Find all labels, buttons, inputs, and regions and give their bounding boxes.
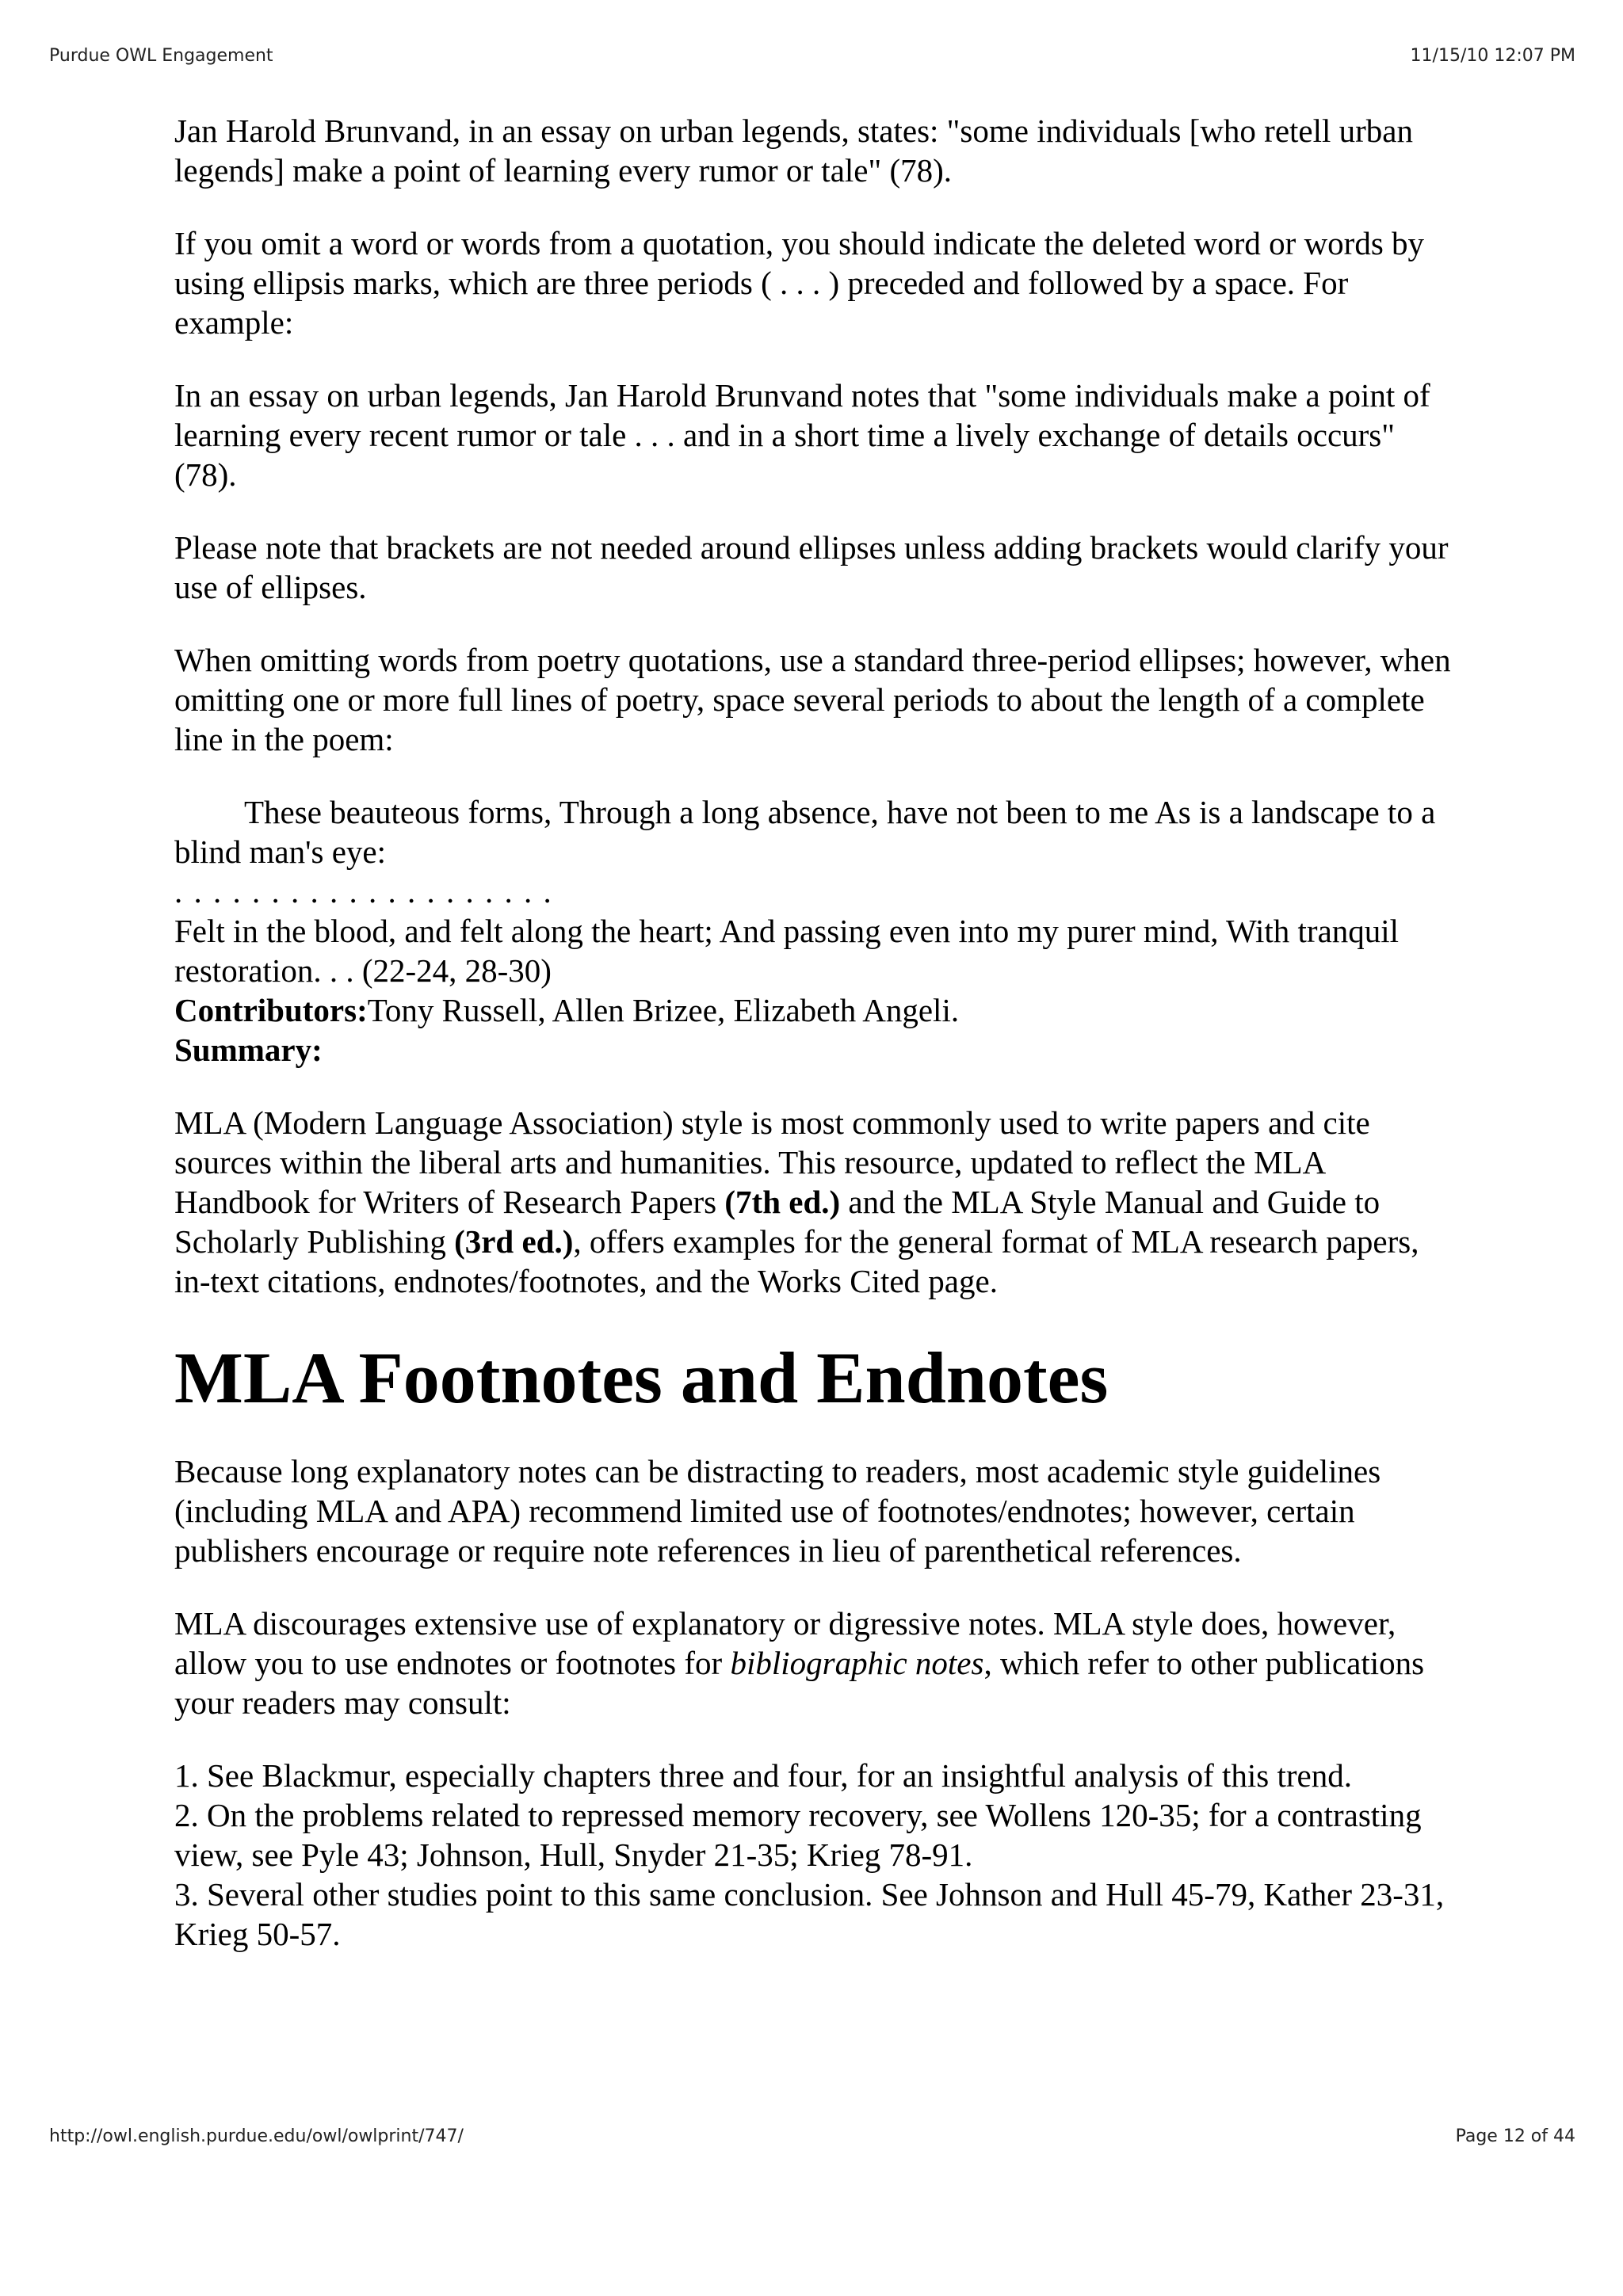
print-header-title: Purdue OWL Engagement: [49, 46, 273, 66]
contributors-label: Contributors:: [174, 992, 368, 1028]
poem-excerpt: [174, 792, 1458, 871]
example-notes-list: [174, 1756, 1458, 1954]
poem-omitted-lines: . . . . . . . . . . . . . . . . . . . .: [174, 873, 553, 910]
bibliographic-notes-term: bibliographic notes: [730, 1645, 984, 1681]
example-note-1: 1. See Blackmur, especially chapters three and four, for an insightful analysis of this trend.: [174, 1757, 1352, 1794]
paragraph-ellipsis-example: In an essay on urban legends, Jan Harold Brunvand notes that "some individuals make a point of learning every recent rumor or tale . . . and in a short time a lively exchange of details occurs" (78).: [174, 377, 1430, 493]
summary-text-part: MLA (Modern Language Association) style is most commonly used to write papers and cite sources within the liberal arts and humanities. This resource, updated to reflect the MLA Handbook for Writers of Research Papers: [174, 1104, 1370, 1220]
section-title: MLA Footnotes and Endnotes: [174, 1337, 1109, 1418]
contributors-names: Tony Russell, Allen Brizee, Elizabeth Angeli.: [367, 992, 960, 1028]
summary-text: [174, 1103, 1458, 1301]
print-footer-url: http://owl.english.purdue.edu/owl/owlprint/747/: [49, 2126, 464, 2146]
poem-line-2: Felt in the blood, and felt along the heart; And passing even into my purer mind, With tranquil restoration. . . (22-24, 28-30): [174, 913, 1400, 989]
paragraph-ellipsis-rule: If you omit a word or words from a quotation, you should indicate the deleted word or words by using ellipsis marks, which are three periods ( . . . ) preceded and followed by a space. For example:: [174, 225, 1425, 341]
print-header-timestamp: 11/15/10 12:07 PM: [1410, 46, 1575, 66]
contributors-line: [174, 990, 1458, 1030]
paragraph-bibliographic-notes: [174, 1604, 1458, 1722]
example-note-3: 3. Several other studies point to this same conclusion. See Johnson and Hull 45-79, Kather 23-31, Krieg 50-57.: [174, 1876, 1445, 1952]
paragraph-brunvand-quote: Jan Harold Brunvand, in an essay on urban legends, states: "some individuals [who retell urban legends] make a point of learning every rumor or tale" (78).: [174, 113, 1414, 189]
paragraph-text-part: , which refer to other publications your readers may consult:: [174, 1645, 1425, 1721]
summary-text-part: and the MLA Style Manual and Guide to Scholarly Publishing: [174, 1184, 1381, 1260]
summary-edition-7: (7th ed.): [724, 1184, 841, 1220]
paragraph-text-part: MLA discourages extensive use of explanatory or digressive notes. MLA style does, however, allow you to use endnotes or footnotes for: [174, 1605, 1396, 1681]
poem-line-1: These beauteous forms, Through a long absence, have not been to me As is a landscape to a blind man's eye:: [174, 794, 1436, 870]
print-footer-page-number: Page 12 of 44: [1455, 2126, 1575, 2146]
document-body: [174, 111, 1458, 1954]
paragraph-poetry-rule: When omitting words from poetry quotations, use a standard three-period ellipses; however, when omitting one or more full lines of poetry, space several periods to about the length of a complete line in the poem:: [174, 642, 1451, 757]
summary-heading: [174, 1030, 1458, 1070]
paragraph-brackets-note: Please note that brackets are not needed around ellipses unless adding brackets would clarify your use of ellipses.: [174, 529, 1449, 605]
paragraph-notes-intro: Because long explanatory notes can be distracting to readers, most academic style guidelines (including MLA and APA) recommend limited use of footnotes/endnotes; however, certain publishers encourage or require note references in lieu of parenthetical references.: [174, 1453, 1381, 1569]
summary-edition-3: (3rd ed.): [454, 1223, 574, 1260]
summary-text-part: , offers examples for the general format of MLA research papers, in-text citations, endnotes/footnotes, and the Works Cited page.: [174, 1223, 1419, 1299]
summary-label: Summary:: [174, 1032, 323, 1068]
example-note-2: 2. On the problems related to repressed memory recovery, see Wollens 120-35; for a contrasting view, see Pyle 43; Johnson, Hull, Snyder 21-35; Krieg 78-91.: [174, 1797, 1422, 1873]
